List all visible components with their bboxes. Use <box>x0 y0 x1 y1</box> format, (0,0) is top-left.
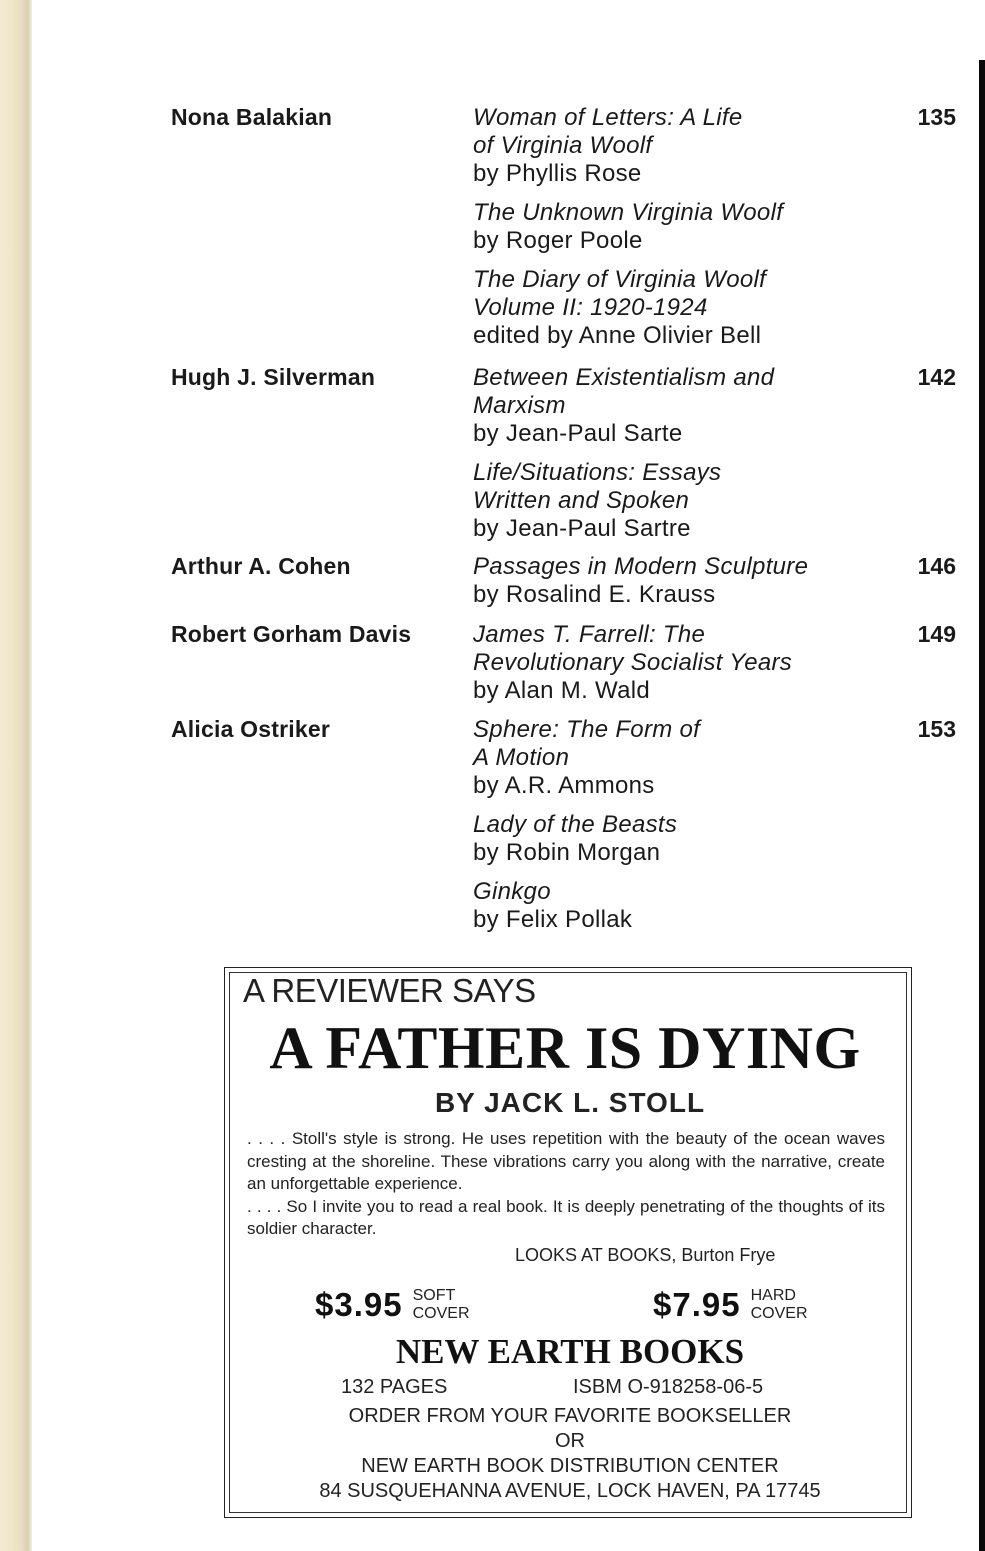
page-right-edge-top <box>979 0 985 60</box>
book-item <box>473 716 893 800</box>
book-credit: by A.R. Ammons <box>473 772 655 799</box>
book-credit: by Rosalind E. Krauss <box>473 581 716 608</box>
hard-cover-price <box>653 1286 808 1324</box>
page-number: 153 <box>917 716 956 742</box>
reviewer-name: Arthur A. Cohen <box>171 553 351 579</box>
order-line: ORDER FROM YOUR FAVORITE BOOKSELLER <box>348 1405 792 1427</box>
quote-paragraph: . . . . Stoll's style is strong. He uses repetition with the beauty of the ocean waves cresting at the shoreline. These vibrations carry you along with the narrative, create an unforgettable experience. <box>247 1129 885 1193</box>
quote-paragraph: . . . . So I invite you to read a real book. It is deeply penetrating of the thoughts of its soldier character. <box>247 1196 885 1238</box>
order-or: OR <box>555 1430 585 1452</box>
book-advertisement <box>224 967 912 1518</box>
reviewer-name: Alicia Ostriker <box>171 716 330 742</box>
book-title: Lady of the Beasts <box>473 811 678 838</box>
quote-source: LOOKS AT BOOKS, Burton Frye <box>515 1245 776 1265</box>
page-count: 132 PAGES <box>341 1376 448 1398</box>
book-list <box>473 553 893 620</box>
page-right-edge <box>979 0 985 1551</box>
book-title: The Unknown Virginia Woolf <box>473 199 784 226</box>
price-value: $7.95 <box>653 1286 741 1323</box>
book-item <box>473 459 893 543</box>
book-title: Woman of Letters: A Life of Virginia Woolf <box>473 104 743 159</box>
book-title: Passages in Modern Sculpture <box>473 553 809 580</box>
reviewer-name: Hugh J. Silverman <box>171 364 376 390</box>
reviewer-name: Robert Gorham Davis <box>171 621 412 647</box>
page-binding-edge <box>0 0 32 1551</box>
price-format-label <box>413 1287 470 1323</box>
distributor-address: 84 SUSQUEHANNA AVENUE, LOCK HAVEN, PA 17745 <box>319 1480 821 1502</box>
book-title: Life/Situations: Essays Written and Spoken <box>473 459 722 514</box>
price-format-line: HARD <box>750 1287 796 1304</box>
price-value: $3.95 <box>315 1286 403 1323</box>
ad-kicker: A REVIEWER SAYS <box>243 972 536 1009</box>
reviewer-name: Nona Balakian <box>171 104 333 130</box>
book-item <box>473 104 893 188</box>
book-item <box>473 199 893 255</box>
page-number: 149 <box>917 621 956 647</box>
isbn: ISBM O-918258-06-5 <box>573 1376 764 1398</box>
book-title: James T. Farrell: The Revolutionary Socialist Years <box>473 621 793 676</box>
book-list <box>473 364 893 554</box>
ad-review-quote <box>247 1128 885 1241</box>
book-item <box>473 811 893 867</box>
book-item <box>473 878 893 934</box>
book-title: Between Existentialism and Marxism <box>473 364 775 419</box>
book-credit: by Robin Morgan <box>473 839 661 866</box>
page-number: 146 <box>917 553 956 579</box>
book-title: Ginkgo <box>473 878 551 905</box>
book-item <box>473 553 893 609</box>
book-credit: by Jean-Paul Sarte <box>473 420 683 447</box>
page-number: 142 <box>917 364 956 390</box>
book-list <box>473 104 893 361</box>
book-item <box>473 266 893 350</box>
price-format-label <box>751 1287 808 1323</box>
price-format-line: COVER <box>412 1305 470 1322</box>
distributor-name: NEW EARTH BOOK DISTRIBUTION CENTER <box>361 1455 779 1477</box>
book-title: The Diary of Virginia Woolf Volume II: 1920-1924 <box>473 266 767 321</box>
price-format-line: COVER <box>750 1305 808 1322</box>
price-format-line: SOFT <box>412 1287 456 1304</box>
soft-cover-price <box>315 1286 470 1324</box>
book-credit: by Roger Poole <box>473 227 643 254</box>
book-list <box>473 716 893 945</box>
ad-book-title: A FATHER IS DYING <box>269 1015 861 1081</box>
ad-author: BY JACK L. STOLL <box>434 1087 706 1118</box>
book-credit: by Felix Pollak <box>473 906 633 933</box>
book-item <box>473 364 893 448</box>
book-credit: by Phyllis Rose <box>473 160 642 187</box>
book-credit: by Alan M. Wald <box>473 677 651 704</box>
book-credit: by Jean-Paul Sartre <box>473 515 691 542</box>
book-item <box>473 621 893 705</box>
book-credit: edited by Anne Olivier Bell <box>473 322 762 349</box>
book-title: Sphere: The Form of A Motion <box>473 716 701 771</box>
page-number: 135 <box>917 104 956 130</box>
publisher-name: NEW EARTH BOOKS <box>395 1332 745 1371</box>
book-list <box>473 621 893 716</box>
